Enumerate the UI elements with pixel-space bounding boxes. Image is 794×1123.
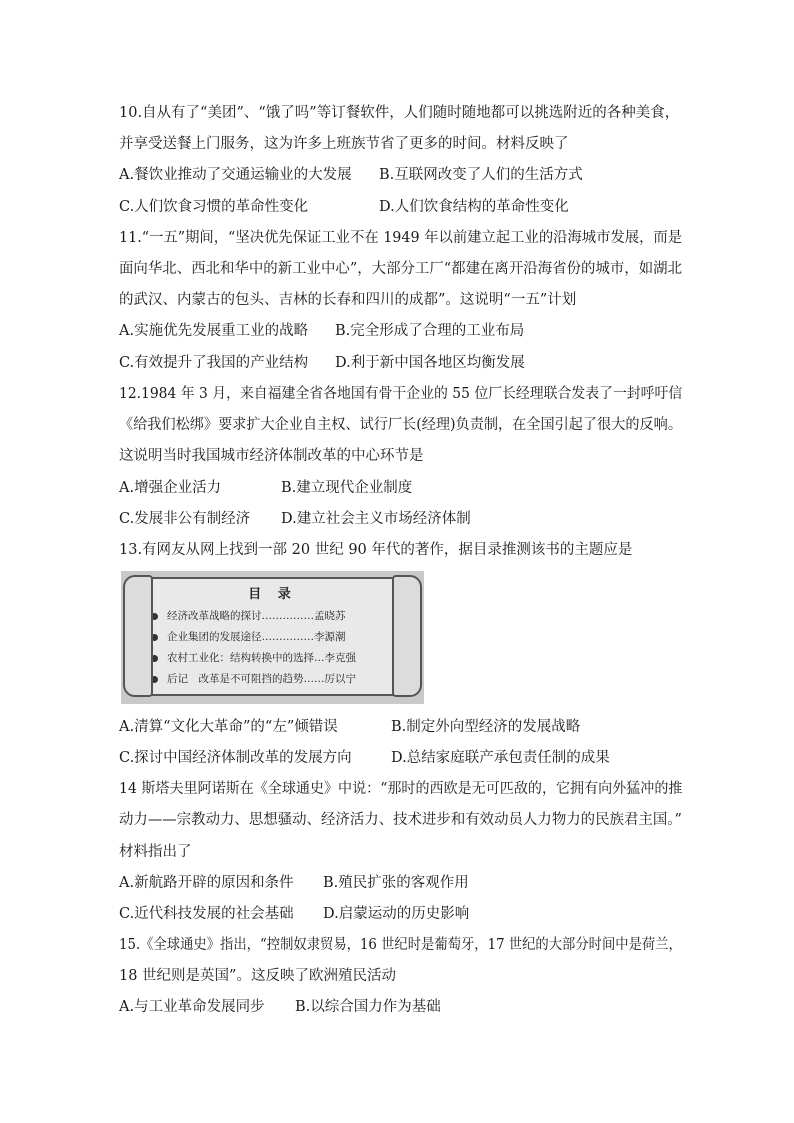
q13-option-d: D.总结家庭联产承包责任制的成果 <box>391 750 610 766</box>
q14-stem-line2: 动力——宗教动力、思想骚动、经济活力、技术进步和有效动员人力物力的民族君主国。” <box>119 812 682 828</box>
q14-option-b: B.殖民扩张的客观作用 <box>323 875 469 891</box>
toc-row: 后记 改革是不可阻挡的趋势……厉以宁 <box>151 672 356 686</box>
q11-option-b: B.完全形成了合理的工业布局 <box>335 323 525 339</box>
q13-option-b: B.制定外向型经济的发展战略 <box>391 719 581 735</box>
q11-stem-line2: 面向华北、西北和华中的新工业中心”，大部分工厂“都建在离开沿海省份的城市，如湖北 <box>119 261 682 277</box>
q14-option-d: D.启蒙运动的历史影响 <box>323 906 470 922</box>
q12-option-d: D.建立社会主义市场经济体制 <box>281 511 471 527</box>
q12-stem-line2: 《给我们松绑》要求扩大企业自主权、试行厂长(经理)负责制，在全国引起了很大的反响。 <box>119 417 682 433</box>
q11-option-a: A.实施优先发展重工业的战略 <box>119 323 309 339</box>
q15-stem-line1: 15.《全球通史》指出，“控制奴隶贸易，16 世纪时是葡萄牙，17 世纪的大部分时间中是荷兰， <box>119 937 682 953</box>
scroll-roll-right <box>392 575 422 697</box>
q15-stem-line2: 18 世纪则是英国”。这反映了欧洲殖民活动 <box>119 968 396 984</box>
q10-option-a: A.餐饮业推动了交通运输业的大发展 <box>119 167 352 183</box>
q12-option-a: A.增强企业活力 <box>119 480 222 496</box>
q13-option-a: A.清算“文化大革命”的“左”倾错误 <box>119 719 338 735</box>
q12-option-c: C.发展非公有制经济 <box>119 511 251 527</box>
q14-option-c: C.近代科技发展的社会基础 <box>119 906 294 922</box>
q15-option-a: A.与工业革命发展同步 <box>119 999 265 1015</box>
scroll-roll-left <box>123 575 153 697</box>
q14-stem-line1: 14 斯塔夫里阿诺斯在《全球通史》中说：“那时的西欧是无可匹敌的，它拥有向外猛冲的推 <box>119 781 683 797</box>
q10-stem-line1: 10.自从有了“美团”、“饿了吗”等订餐软件，人们随时随地都可以挑选附近的各种美食， <box>119 105 680 121</box>
toc-row: 企业集团的发展途径……………李源潮 <box>151 630 346 644</box>
q10-stem-line2: 并享受送餐上门服务，这为许多上班族节省了更多的时间。材料反映了 <box>119 136 569 152</box>
q11-option-c: C.有效提升了我国的产业结构 <box>119 355 309 371</box>
q14-option-a: A.新航路开辟的原因和条件 <box>119 875 294 891</box>
q11-stem-line3: 的武汉、内蒙古的包头、吉林的长春和四川的成都”。这说明“一五”计划 <box>119 292 577 308</box>
toc-row: 经济改革战略的探讨……………孟晓苏 <box>151 609 346 623</box>
q13-option-c: C.探讨中国经济体制改革的发展方向 <box>119 750 352 766</box>
q11-option-d: D.利于新中国各地区均衡发展 <box>335 355 525 371</box>
toc-title: 目 录 <box>248 587 297 602</box>
q10-option-d: D.人们饮食结构的革命性变化 <box>379 199 569 215</box>
q10-option-c: C.人们饮食习惯的革命性变化 <box>119 199 309 215</box>
q12-stem-line1: 12.1984 年 3 月，来自福建全省各地国有骨干企业的 55 位厂长经理联合发表了一封呼吁信 <box>119 386 683 402</box>
q15-option-b: B.以综合国力作为基础 <box>295 999 441 1015</box>
toc-row: 农村工业化：结构转换中的选择…李克强 <box>151 651 356 665</box>
q11-stem-line1: 11.“一五”期间，“坚决优先保证工业不在 1949 年以前建立起工业的沿海城市发展，而是 <box>119 230 683 246</box>
q13-stem-line1: 13.有网友从网上找到一部 20 世纪 90 年代的著作，据目录推测该书的主题应是 <box>119 542 633 558</box>
q14-stem-line3: 材料指出了 <box>119 844 192 860</box>
q10-option-b: B.互联网改变了人们的生活方式 <box>379 167 583 183</box>
table-of-contents-scroll-image <box>121 571 424 704</box>
q12-option-b: B.建立现代企业制度 <box>281 480 413 496</box>
q12-stem-line3: 这说明当时我国城市经济体制改革的中心环节是 <box>119 448 424 464</box>
scroll-paper <box>139 577 406 696</box>
